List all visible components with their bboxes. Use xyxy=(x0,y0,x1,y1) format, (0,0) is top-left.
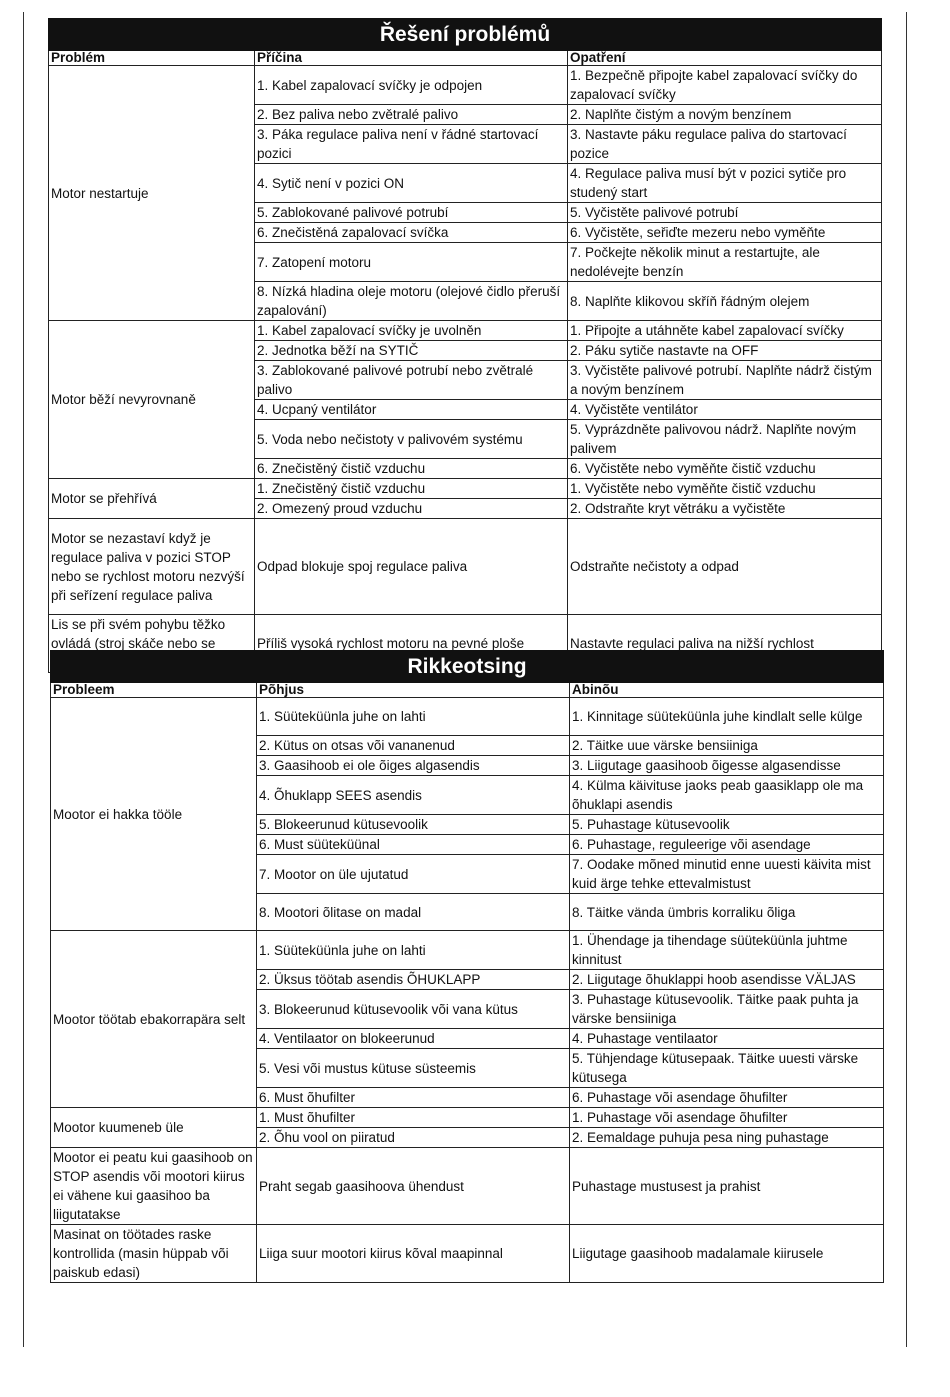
table-row xyxy=(51,1108,884,1128)
cause-cell: 2. Jednotka běží na SYTIČ xyxy=(255,341,568,361)
remedy-cell: 3. Puhastage kütusevoolik. Täitke paak puhta ja värske bensiiniga xyxy=(570,990,884,1029)
page-margin-line-right xyxy=(906,12,907,1347)
cause-cell: 4. Õhuklapp SEES asendis xyxy=(257,776,570,815)
cause-cell: 2. Üksus töötab asendis ÕHUKLAPP xyxy=(257,970,570,990)
cause-cell: 5. Vesi või mustus kütuse süsteemis xyxy=(257,1049,570,1088)
page-margin-line-left xyxy=(23,12,24,1347)
cause-cell: 2. Õhu vool on piiratud xyxy=(257,1128,570,1148)
remedy-cell: 2. Odstraňte kryt větráku a vyčistěte xyxy=(568,499,882,519)
cause-cell: 1. Must õhufilter xyxy=(257,1108,570,1128)
cause-cell: Odpad blokuje spoj regulace paliva xyxy=(255,519,568,615)
remedy-cell: 3. Nastavte páku regulace paliva do startovací pozice xyxy=(568,125,882,164)
cause-cell: 4. Sytič není v pozici ON xyxy=(255,164,568,203)
column-header-remedy: Opatření xyxy=(568,51,882,66)
cause-cell: 1. Kabel zapalovací svíčky je odpojen xyxy=(255,66,568,105)
column-header-problem: Probleem xyxy=(51,683,257,698)
cause-cell: 6. Znečistěná zapalovací svíčka xyxy=(255,223,568,243)
table-row xyxy=(51,931,884,970)
problem-cell: Mootor kuumeneb üle xyxy=(51,1108,257,1148)
column-header-problem: Problém xyxy=(49,51,255,66)
remedy-cell: 2. Naplňte čistým a novým benzínem xyxy=(568,105,882,125)
cause-cell: Příliš vysoká rychlost motoru na pevné ploše xyxy=(255,615,568,673)
cause-cell: 2. Bez paliva nebo zvětralé palivo xyxy=(255,105,568,125)
troubleshooting-table-estonian xyxy=(50,650,884,1283)
cause-cell: 5. Blokeerunud kütusevoolik xyxy=(257,815,570,835)
cause-cell: 3. Zablokované palivové potrubí nebo zvětralé palivo xyxy=(255,361,568,400)
problem-cell: Mootor ei hakka tööle xyxy=(51,698,257,931)
cause-cell: 6. Must süüteküünal xyxy=(257,835,570,855)
table-row xyxy=(49,479,882,499)
remedy-cell: 4. Regulace paliva musí být v pozici sytiče pro studený start xyxy=(568,164,882,203)
remedy-cell: Odstraňte nečistoty a odpad xyxy=(568,519,882,615)
cause-cell: 8. Nízká hladina oleje motoru (olejové čidlo přeruší zapalování) xyxy=(255,282,568,321)
remedy-cell: 1. Vyčistěte nebo vyměňte čistič vzduchu xyxy=(568,479,882,499)
table-row xyxy=(49,66,882,105)
cause-cell: 7. Zatopení motoru xyxy=(255,243,568,282)
cause-cell: 2. Omezený proud vzduchu xyxy=(255,499,568,519)
table-row xyxy=(51,1225,884,1283)
cause-cell: 1. Znečistěný čistič vzduchu xyxy=(255,479,568,499)
cause-cell: 5. Voda nebo nečistoty v palivovém systému xyxy=(255,420,568,459)
remedy-cell: 5. Vyčistěte palivové potrubí xyxy=(568,203,882,223)
remedy-cell: Nastavte regulaci paliva na nižší rychlost xyxy=(568,615,882,673)
column-header-cause: Põhjus xyxy=(257,683,570,698)
problem-cell: Motor se přehřívá xyxy=(49,479,255,519)
remedy-cell: 8. Naplňte klikovou skříň řádným olejem xyxy=(568,282,882,321)
remedy-cell: 5. Puhastage kütusevoolik xyxy=(570,815,884,835)
problem-cell: Motor se nezastaví když je regulace paliva v pozici STOP nebo se rychlost motoru nezvýší při seřízení regulace paliva xyxy=(49,519,255,615)
remedy-cell: 2. Liigutage õhuklappi hoob asendisse VÄLJAS xyxy=(570,970,884,990)
column-header-remedy: Abinõu xyxy=(570,683,884,698)
remedy-cell: 8. Täitke vända ümbris korraliku õliga xyxy=(570,894,884,931)
remedy-cell: 2. Täitke uue värske bensiiniga xyxy=(570,736,884,756)
cause-cell: 3. Blokeerunud kütusevoolik või vana kütus xyxy=(257,990,570,1029)
remedy-cell: 5. Vyprázdněte palivovou nádrž. Naplňte novým palivem xyxy=(568,420,882,459)
cause-cell: 1. Süüteküünla juhe on lahti xyxy=(257,931,570,970)
problem-cell: Masinat on töötades raske kontrollida (masin hüppab või paiskub edasi) xyxy=(51,1225,257,1283)
cause-cell: 1. Kabel zapalovací svíčky je uvolněn xyxy=(255,321,568,341)
remedy-cell: 6. Puhastage, reguleerige või asendage xyxy=(570,835,884,855)
remedy-cell: 7. Počkejte několik minut a restartujte, ale nedolévejte benzín xyxy=(568,243,882,282)
remedy-cell: 1. Bezpečně připojte kabel zapalovací svíčky do zapalovací svíčky xyxy=(568,66,882,105)
remedy-cell: Liigutage gaasihoob madalamale kiirusele xyxy=(570,1225,884,1283)
remedy-cell: 6. Vyčistěte nebo vyměňte čistič vzduchu xyxy=(568,459,882,479)
remedy-cell: 7. Oodake mõned minutid enne uuesti käivita mist kuid ärge tehke ettevalmistust xyxy=(570,855,884,894)
cause-cell: 4. Ucpaný ventilátor xyxy=(255,400,568,420)
table-title: Rikkeotsing xyxy=(51,651,884,683)
remedy-cell: 1. Připojte a utáhněte kabel zapalovací svíčky xyxy=(568,321,882,341)
table-row xyxy=(49,519,882,615)
cause-cell: 8. Mootori õlitase on madal xyxy=(257,894,570,931)
cause-cell: 3. Gaasihoob ei ole õiges algasendis xyxy=(257,756,570,776)
table-row xyxy=(51,1148,884,1225)
cause-cell: 4. Ventilaator on blokeerunud xyxy=(257,1029,570,1049)
table-row xyxy=(49,321,882,341)
cause-cell: 2. Kütus on otsas või vananenud xyxy=(257,736,570,756)
cause-cell: 6. Znečistěný čistič vzduchu xyxy=(255,459,568,479)
remedy-cell: 1. Kinnitage süüteküünla juhe kindlalt selle külge xyxy=(570,698,884,736)
cause-cell: 3. Páka regulace paliva není v řádné startovací pozici xyxy=(255,125,568,164)
problem-cell: Motor běží nevyrovnaně xyxy=(49,321,255,479)
troubleshooting-table-czech xyxy=(48,18,882,673)
remedy-cell: 6. Puhastage või asendage õhufilter xyxy=(570,1088,884,1108)
problem-cell: Mootor ei peatu kui gaasihoob on STOP asendis või mootori kiirus ei vähene kui gaasihoo ba liigutatakse xyxy=(51,1148,257,1225)
cause-cell: 7. Mootor on üle ujutatud xyxy=(257,855,570,894)
cause-cell: Liiga suur mootori kiirus kõval maapinnal xyxy=(257,1225,570,1283)
problem-cell: Motor nestartuje xyxy=(49,66,255,321)
remedy-cell: 5. Tühjendage kütusepaak. Täitke uuesti värske kütusega xyxy=(570,1049,884,1088)
cause-cell: Praht segab gaasihoova ühendust xyxy=(257,1148,570,1225)
cause-cell: 5. Zablokované palivové potrubí xyxy=(255,203,568,223)
remedy-cell: 2. Eemaldage puhuja pesa ning puhastage xyxy=(570,1128,884,1148)
remedy-cell: 3. Vyčistěte palivové potrubí. Naplňte nádrž čistým a novým benzínem xyxy=(568,361,882,400)
problem-cell: Lis se při svém pohybu těžko ovládá (stroj skáče nebo se xyxy=(49,615,255,673)
cause-cell: 6. Must õhufilter xyxy=(257,1088,570,1108)
remedy-cell: 2. Páku sytiče nastavte na OFF xyxy=(568,341,882,361)
remedy-cell: Puhastage mustusest ja prahist xyxy=(570,1148,884,1225)
remedy-cell: 4. Vyčistěte ventilátor xyxy=(568,400,882,420)
cause-cell: 1. Süüteküünla juhe on lahti xyxy=(257,698,570,736)
remedy-cell: 6. Vyčistěte, seřiďte mezeru nebo vyměňte xyxy=(568,223,882,243)
column-header-cause: Příčina xyxy=(255,51,568,66)
remedy-cell: 4. Külma käivituse jaoks peab gaasiklapp ole ma õhuklapi asendis xyxy=(570,776,884,815)
table-title: Řešení problémů xyxy=(49,19,882,51)
remedy-cell: 3. Liigutage gaasihoob õigesse algasendisse xyxy=(570,756,884,776)
table-row xyxy=(51,698,884,736)
remedy-cell: 1. Puhastage või asendage õhufilter xyxy=(570,1108,884,1128)
remedy-cell: 4. Puhastage ventilaator xyxy=(570,1029,884,1049)
problem-cell: Mootor töötab ebakorrapära selt xyxy=(51,931,257,1108)
remedy-cell: 1. Ühendage ja tihendage süüteküünla juhtme kinnitust xyxy=(570,931,884,970)
